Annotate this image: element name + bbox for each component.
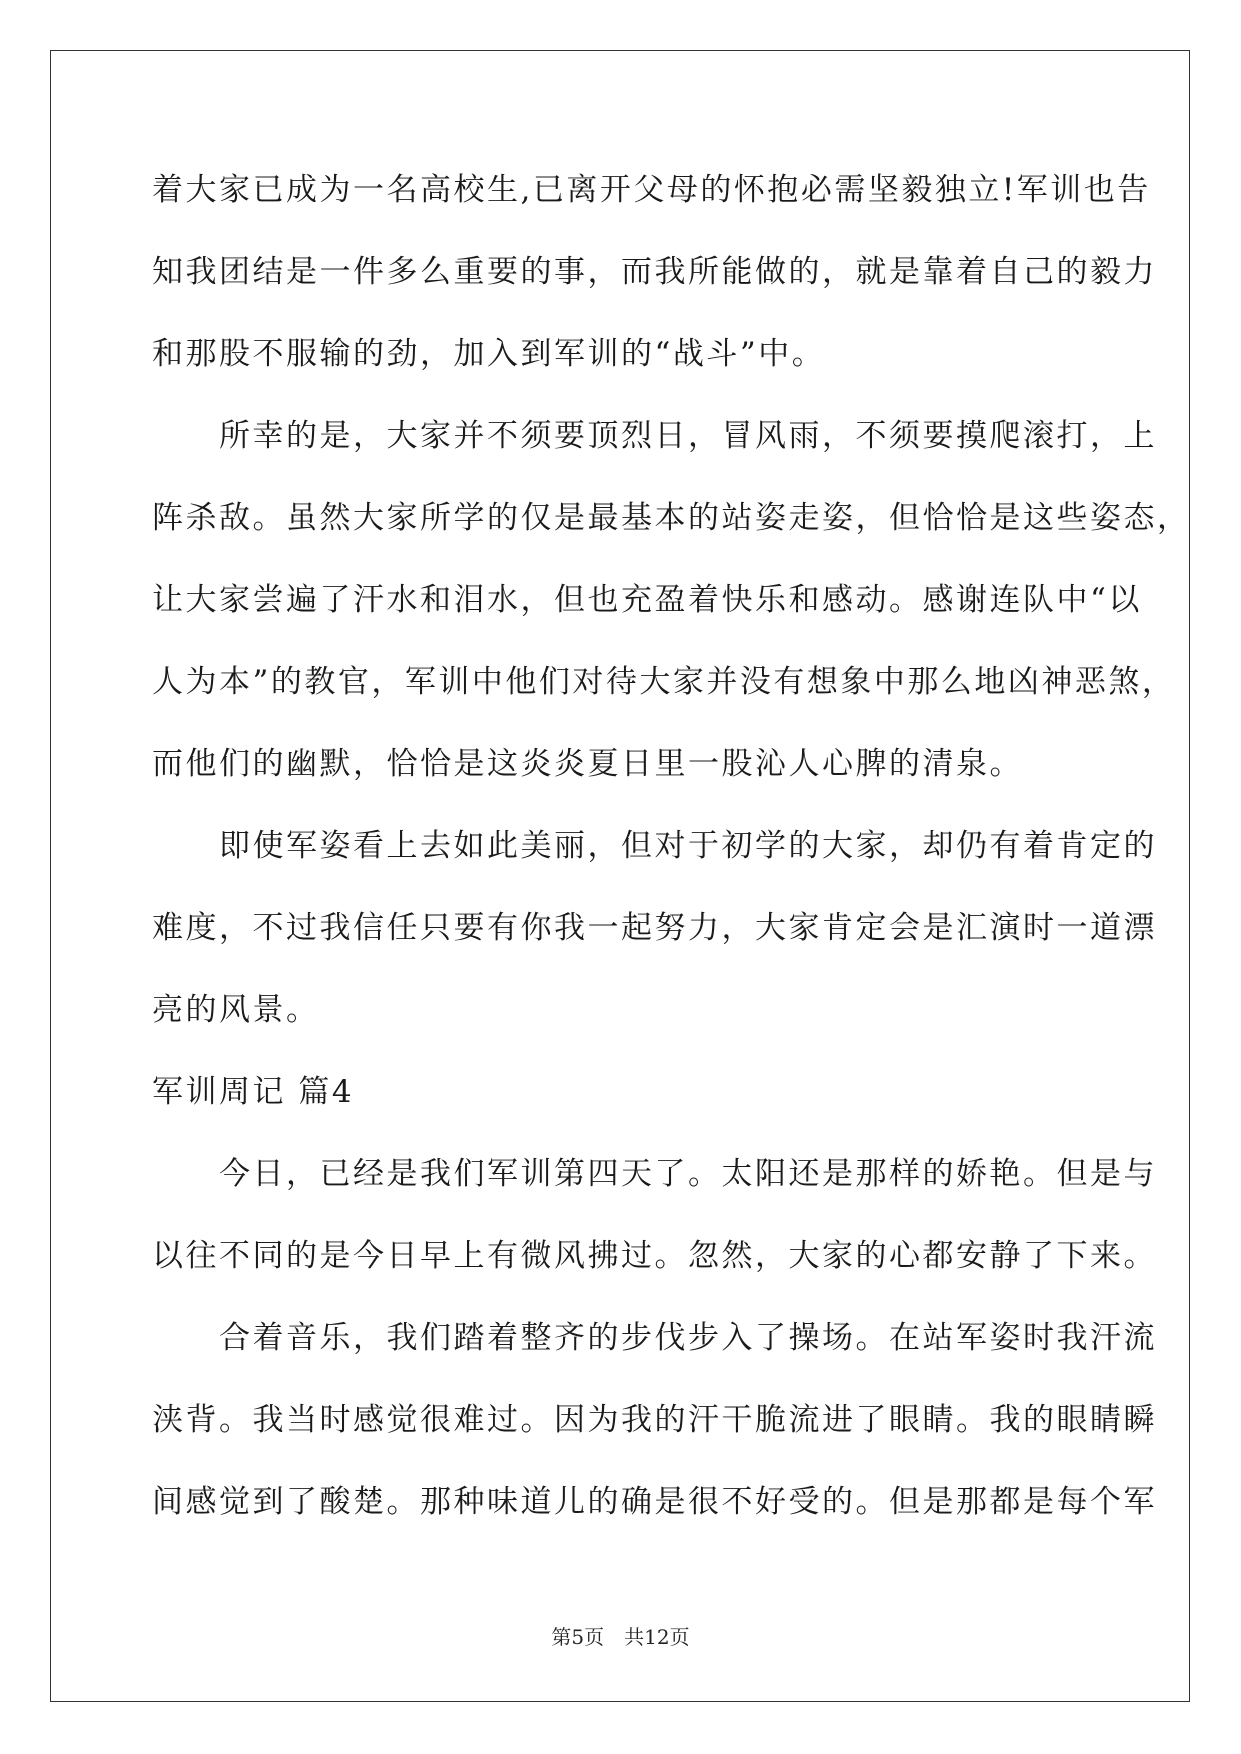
text-line: 浃背。我当时感觉很难过。因为我的汗干脆流进了眼睛。我的眼睛瞬 (152, 1402, 1157, 1438)
text-line: 和那股不服输的劲，加入到军训的“战斗”中。 (152, 336, 826, 372)
text-line: 阵杀敌。虽然大家所学的仅是最基本的站姿走姿，但恰恰是这些姿态， (152, 500, 1191, 536)
page-number-label: 第5页 共12页 (551, 1625, 690, 1649)
section-heading: 军训周记 篇4 (152, 1074, 355, 1110)
text-line: 所幸的是，大家并不须要顶烈日，冒风雨，不须要摸爬滚打，上 (152, 418, 1157, 454)
text-line: 而他们的幽默，恰恰是这炎炎夏日里一股沁人心脾的清泉。 (152, 746, 1023, 782)
text-line: 着大家已成为一名高校生,已离开父母的怀抱必需坚毅独立!军训也告 (152, 172, 1151, 208)
text-line: 人为本”的教官，军训中他们对待大家并没有想象中那么地凶神恶煞， (152, 664, 1176, 700)
text-line: 亮的风景。 (152, 992, 320, 1028)
text-line: 知我团结是一件多么重要的事，而我所能做的，就是靠着自己的毅力 (152, 254, 1157, 290)
text-line: 即使军姿看上去如此美丽，但对于初学的大家，却仍有着肯定的 (152, 828, 1157, 864)
document-body (152, 160, 1191, 1554)
text-line: 以往不同的是今日早上有微风拂过。忽然，大家的心都安静了下来。 (152, 1238, 1157, 1274)
text-line: 难度，不过我信任只要有你我一起努力，大家肯定会是汇演时一道漂 (152, 910, 1157, 946)
text-line: 让大家尝遍了汗水和泪水，但也充盈着快乐和感动。感谢连队中“以 (152, 582, 1142, 618)
text-line: 今日，已经是我们军训第四天了。太阳还是那样的娇艳。但是与 (152, 1156, 1157, 1192)
text-line: 间感觉到了酸楚。那种味道儿的确是很不好受的。但是那都是每个军 (152, 1484, 1157, 1520)
text-line: 合着音乐，我们踏着整齐的步伐步入了操场。在站军姿时我汗流 (152, 1320, 1157, 1356)
page-footer (0, 1625, 1241, 1649)
